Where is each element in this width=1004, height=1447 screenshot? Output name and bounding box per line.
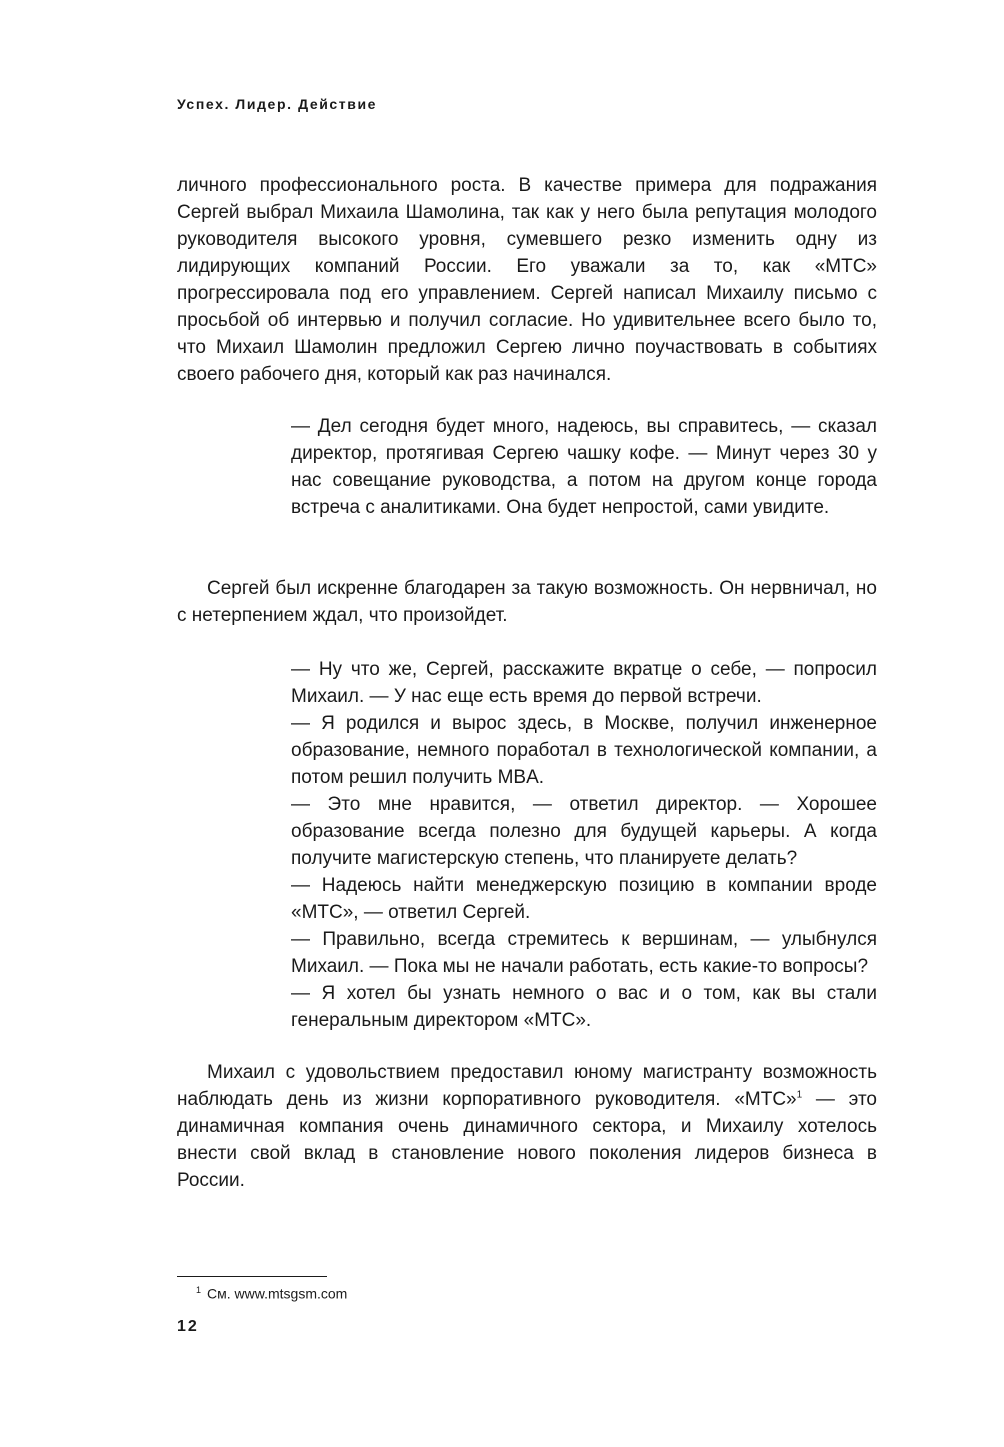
dialogue-line: — Это мне нравится, — ответил директор. — Хорошее образование всегда полезно для будущей карьеры. А когда получите магистерскую степень, что планируете делать? xyxy=(291,794,877,869)
dialogue-line: — Я хотел бы узнать немного о вас и о том, как вы стали генеральным директором «МТС». xyxy=(291,983,877,1031)
footnote-reference[interactable]: 1 xyxy=(796,1089,803,1101)
footnote-divider xyxy=(177,1276,327,1277)
paragraph-3-start: Михаил с удовольствием предоставил юному магистранту возможность наблюдать день из жизни корпоративного руководителя. «МТС» xyxy=(177,1062,877,1110)
dialogue-block xyxy=(291,656,877,1034)
dialogue-line: — Я родился и вырос здесь, в Москве, получил инженерное образование, немного поработал в технологической компании, а потом решил получить MBA. xyxy=(291,713,877,788)
dialogue-line: — Правильно, всегда стремитесь к вершинам, — улыбнулся Михаил. — Пока мы не начали работать, есть какие-то вопросы? xyxy=(291,929,877,977)
paragraph-3 xyxy=(177,1059,877,1194)
dialogue-line: — Дел сегодня будет много, надеюсь, вы справитесь, — сказал директор, протягивая Сергею чашку кофе. — Минут через 30 у нас совещание руководства, а потом на другом конце города встреча с аналитиками. Она будет непростой, сами увидите. xyxy=(291,416,877,518)
paragraph-1: личного профессионального роста. В качестве примера для подражания Сергей выбрал Михаила Шамолина, так как у него была репутация молодого руководителя высокого уровня, сумевшего резко изменить одну из лидирующих компаний России. Его уважали за то, как «МТС» прогрессировала под его управлением. Сергей написал Михаилу письмо с просьбой об интервью и получил согласие. Но удивительнее всего было то, что Михаил Шамолин предложил Сергею лично поучаствовать в событиях своего рабочего дня, который как раз начинался. xyxy=(177,175,877,385)
footnote-mark: 1 xyxy=(196,1285,202,1295)
footnote-text: См. www.mtsgsm.com xyxy=(207,1285,348,1302)
page-number: 12 xyxy=(177,1318,199,1335)
running-head: Успех. Лидер. Действие xyxy=(177,96,378,112)
paragraph-2: Сергей был искренне благодарен за такую возможность. Он нервничал, но с нетерпением ждал, что произойдет. xyxy=(177,578,877,626)
footnote xyxy=(196,1281,347,1303)
dialogue-line: — Ну что же, Сергей, расскажите вкратце о себе, — попросил Михаил. — У нас еще есть время до первой встречи. xyxy=(291,659,877,707)
dialogue-line: — Надеюсь найти менеджерскую позицию в компании вроде «МТС», — ответил Сергей. xyxy=(291,875,877,923)
paragraph-3-end: — это динамичная компания очень динамичного сектора, и Михаилу хотелось внести свой вклад в становление нового поколения лидеров бизнеса в России. xyxy=(177,1089,877,1191)
quote-block-1 xyxy=(291,413,877,521)
